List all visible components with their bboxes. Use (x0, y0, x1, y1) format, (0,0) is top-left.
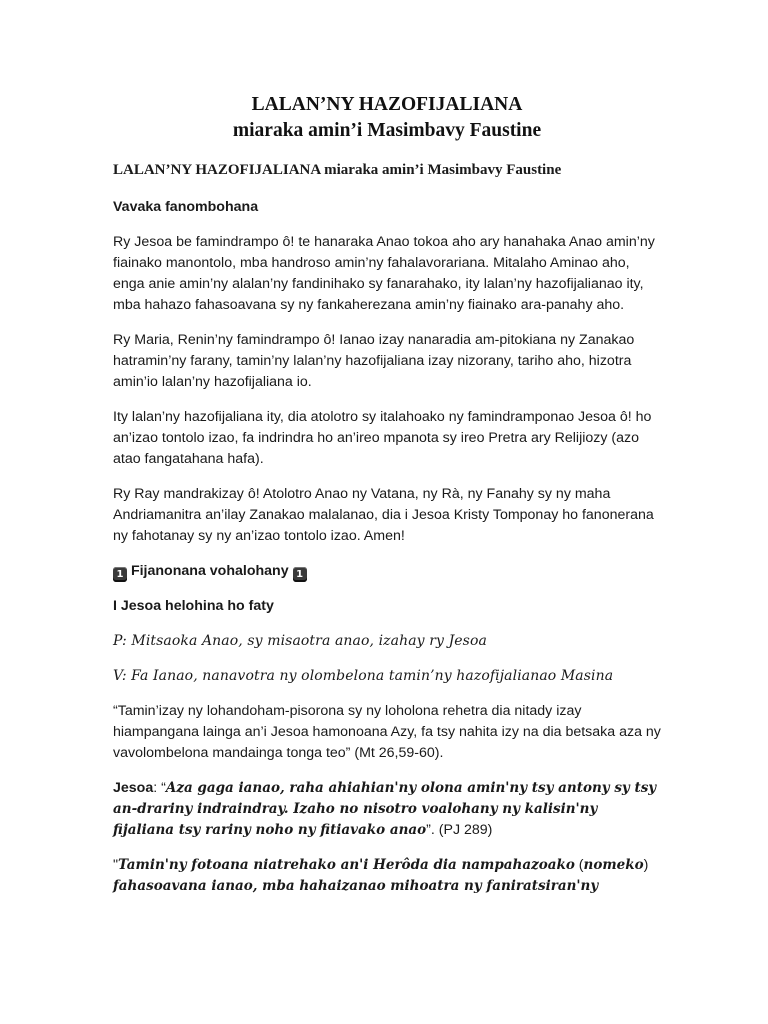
keycap-one-icon: 1 (113, 567, 127, 582)
heading-bold: LALAN’NY HAZOFIJALIANA (113, 162, 321, 178)
section-prayer-heading: Vavaka fanombohana (113, 199, 259, 215)
jesus-quote: Aza gaga ianao, raha ahiahian'ny olona amin'ny tsy antony sy tsy an-drariny indraindray. Izaho no nisotro voalohany ny kalisin'ny fijaliana tsy rariny noho ny fitiavako anao (113, 780, 657, 838)
station-subtitle: I Jesoa helohina ho faty (113, 598, 274, 614)
jesus-label: Jesoa (113, 780, 154, 796)
jesus-sep: : “ (153, 780, 166, 796)
keycap-one-icon: 1 (293, 567, 307, 582)
station-title: Fijanonana vohalohany (130, 563, 289, 579)
document-title (113, 92, 661, 144)
herod-paragraph (113, 855, 661, 897)
jesus-quote-paragraph (113, 778, 661, 841)
last-text-b: ( (574, 857, 584, 873)
response-v-label: V (113, 668, 122, 684)
jesus-ref: ”. (PJ 289) (426, 822, 493, 838)
prayer-paragraph-1: Ry Jesoa be famindrampo ô! te hanaraka Anao tokoa aho ary hanahaka Anao amin’ny fiainako manontolo, mba handroso amin’ny fahalavorariana. Mitalaho Aminao aho, enga anie amin’ny alalan’ny fandinihako sy fanarahako, ity lalan’ny hazofijalianao ity, mba hahazo fahasoavana sy ny fankaherezana amin’ny fiainako ara-panahy aho. (113, 234, 655, 313)
heading-rest: miaraka amin’i Masimbavy Faustine (320, 162, 562, 178)
document-heading (113, 160, 661, 181)
station-heading (113, 561, 661, 582)
prayer-paragraph-3: Ity lalan’ny hazofijaliana ity, dia atolotro sy italahoako ny famindramponao Jesoa ô! ho an’izao tontolo izao, fa indrindra ho an’ireo mpanota sy ireo Pretra ary Relijiozy (azo atao fangatahana hafa). (113, 409, 652, 467)
prayer-paragraph-4: Ry Ray mandrakizay ô! Atolotro Anao ny Vatana, ny Rà, ny Fanahy sy ny maha Andriamanitra an’ilay Zanakao malalanao, dia i Jesoa Kristy Tomponay ho fanonerana ny fahotanay sy ny an’izao tontolo izao. Amen! (113, 486, 654, 544)
response-p-text: : Mitsaoka Anao, sy misaotra anao, izahay ry Jesoa (122, 633, 487, 649)
title-line-1: LALAN’NY HAZOFIJALIANA (251, 94, 523, 115)
last-text-c: nomeko (583, 857, 644, 873)
scripture-quote: “Tamin’izay ny lohandoham-pisorona sy ny loholona rehetra dia nitady izay hiampangana lainga an’i Jesoa hamonoana Azy, fa tsy nahita izy na dia betsaka aza ny vavolombelona mandainga tonga teo” (Mt 26,59-60). (113, 703, 661, 761)
response-p-label: P (113, 633, 123, 649)
document-page (113, 92, 661, 897)
response-v (113, 666, 661, 687)
last-text-e: fahasoavana ianao, mba hahaizanao mihoatra ny faniratsiran'ny (113, 878, 599, 894)
last-open-quote: " (113, 857, 119, 873)
response-v-text: : Fa Ianao, nanavotra ny olombelona tamin’ny hazofijalianao Masina (121, 668, 614, 684)
response-p (113, 631, 661, 652)
last-text-d: ) (643, 857, 649, 873)
title-line-2: miaraka amin’i Masimbavy Faustine (232, 120, 542, 141)
prayer-paragraph-2: Ry Maria, Renin’ny famindrampo ô! Ianao izay nanaradia am-pitokiana ny Zanakao hatramin’ny farany, tamin’ny lalan’ny hazofijaliana izay nizorany, tariho aho, hizotra amin’io lalan’ny hazofijaliana io. (113, 332, 635, 390)
last-text-a: Tamin'ny fotoana niatrehako an'i Herôda dia nampahazoako (118, 857, 575, 873)
